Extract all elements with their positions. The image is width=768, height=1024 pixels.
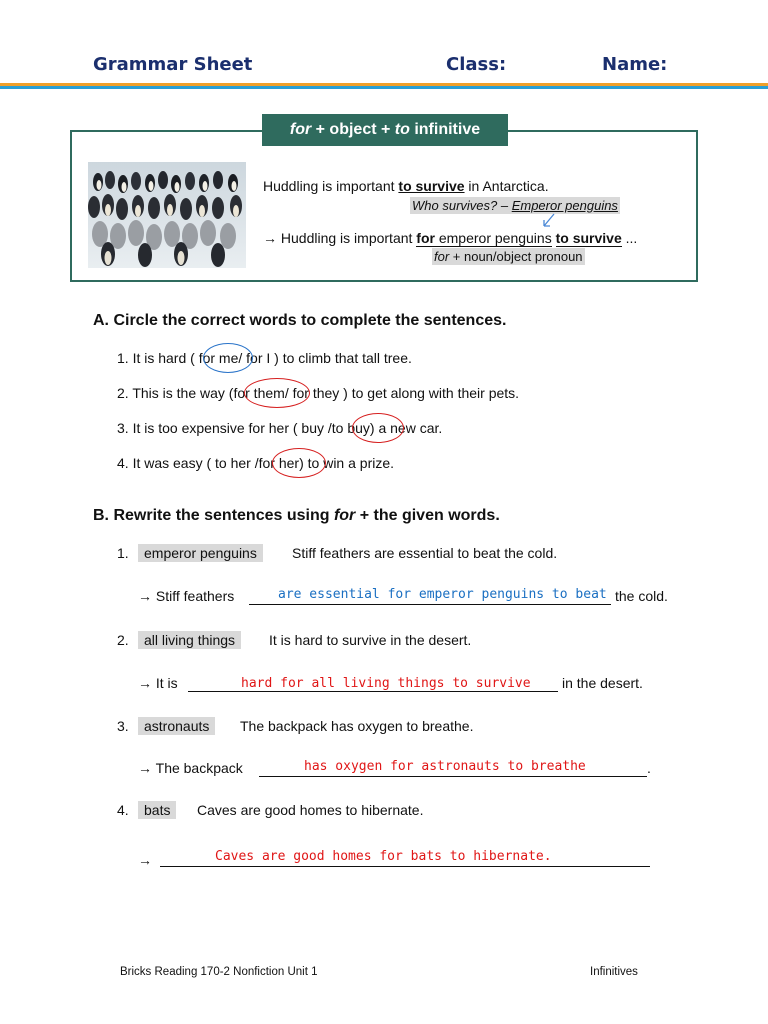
rule-banner: for + object + to infinitive xyxy=(262,114,508,146)
section-b-num-3: 3. xyxy=(117,718,129,734)
footer-right: Infinitives xyxy=(590,966,638,978)
rewrite-tail-1: the cold. xyxy=(615,588,668,604)
rewrite-lead-2: → It is xyxy=(138,675,178,691)
rewrite-lead-4: → xyxy=(138,852,152,868)
given-word-tag-4: bats xyxy=(138,801,176,819)
header-rule-blue xyxy=(0,86,768,89)
source-sentence-3: The backpack has oxygen to breathe. xyxy=(240,718,474,734)
source-sentence-1: Stiff feathers are essential to beat the cold. xyxy=(292,545,558,561)
rewrite-lead-3: → The backpack xyxy=(138,760,243,776)
answer-circle-3 xyxy=(352,413,404,443)
section-b-num-2: 2. xyxy=(117,632,129,648)
answer-text-1: are essential for emperor penguins to beat xyxy=(278,587,607,602)
rewrite-tail-2: in the desert. xyxy=(562,675,643,691)
answer-text-2: hard for all living things to survive xyxy=(241,676,531,691)
given-word-tag-1: emperor penguins xyxy=(138,544,263,562)
given-word-tag-2: all living things xyxy=(138,631,241,649)
section-a-item-3: 3. It is too expensive for her ( buy /to buy) a new car. xyxy=(117,420,443,436)
answer-line-4[interactable] xyxy=(160,866,650,867)
section-a-item-4: 4. It was easy ( to her /for her) to win a prize. xyxy=(117,455,395,471)
answer-circle-1 xyxy=(203,343,253,373)
section-b-num-1: 1. xyxy=(117,545,129,561)
rewrite-lead-1: → Stiff feathers xyxy=(138,588,235,604)
answer-circle-4 xyxy=(272,448,326,478)
example-note-2: for + noun/object pronoun xyxy=(434,249,583,264)
penguin-huddle-photo xyxy=(88,162,246,268)
arrow-down-left-icon xyxy=(540,212,558,230)
answer-line-1[interactable] xyxy=(249,604,611,605)
class-label: Class: xyxy=(446,54,507,75)
source-sentence-2: It is hard to survive in the desert. xyxy=(269,632,472,648)
example-sentence-2: → Huddling is important for emperor penguins to survive ... xyxy=(263,230,638,246)
sheet-title: Grammar Sheet xyxy=(93,54,253,75)
answer-line-3[interactable] xyxy=(259,776,647,777)
section-a-item-2: 2. This is the way (for them/ for they ) to get along with their pets. xyxy=(117,385,520,401)
answer-line-2[interactable] xyxy=(188,691,558,692)
answer-text-4: Caves are good homes for bats to hibernate. xyxy=(215,849,552,864)
example-note-1: Who survives? – Emperor penguins xyxy=(412,198,618,213)
answer-text-3: has oxygen for astronauts to breathe xyxy=(304,759,586,774)
section-b-title: B. Rewrite the sentences using for + the given words. xyxy=(93,507,500,524)
rewrite-tail-3: . xyxy=(647,760,651,776)
section-b-num-4: 4. xyxy=(117,802,129,818)
answer-circle-2 xyxy=(244,378,310,408)
section-a-item-1: 1. It is hard ( for me/ for I ) to climb that tall tree. xyxy=(117,350,412,366)
name-label: Name: xyxy=(602,54,668,75)
example-sentence-1: Huddling is important to survive in Antarctica. xyxy=(263,178,549,194)
section-a-title: A. Circle the correct words to complete the sentences. xyxy=(93,312,507,329)
footer-left: Bricks Reading 170-2 Nonfiction Unit 1 xyxy=(120,966,318,978)
given-word-tag-3: astronauts xyxy=(138,717,215,735)
source-sentence-4: Caves are good homes to hibernate. xyxy=(197,802,424,818)
